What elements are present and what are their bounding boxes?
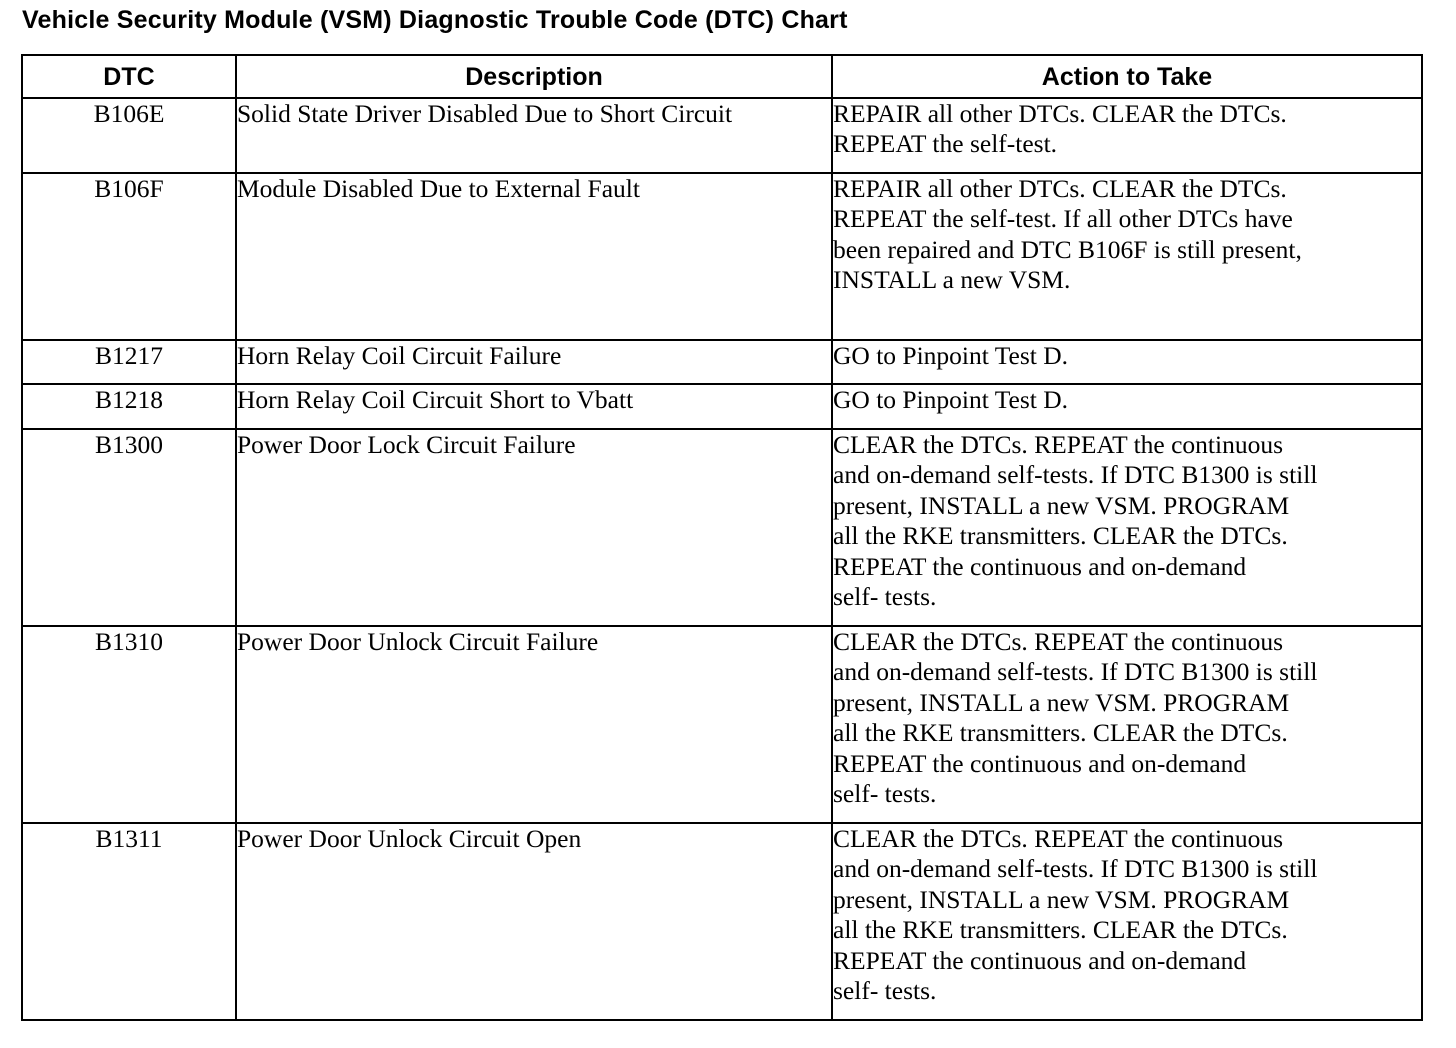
- action-line: and on-demand self-tests. If DTC B1300 is still: [833, 657, 1318, 687]
- action-line: all the RKE transmitters. CLEAR the DTCs.: [833, 718, 1288, 748]
- action-line: present, INSTALL a new VSM. PROGRAM: [833, 884, 1290, 914]
- action-line: CLEAR the DTCs. REPEAT the continuous: [833, 627, 1284, 656]
- table-row: [22, 626, 1422, 823]
- dtc-description: Power Door Unlock Circuit Failure: [236, 626, 832, 823]
- dtc-code: B1217: [22, 340, 236, 384]
- dtc-description: Module Disabled Due to External Fault: [236, 173, 832, 340]
- action-line: self- tests.: [833, 779, 937, 809]
- action-line: present, INSTALL a new VSM. PROGRAM: [833, 687, 1290, 717]
- dtc-table: [21, 54, 1423, 1021]
- table-row: [22, 384, 1422, 429]
- table-row: [22, 340, 1422, 384]
- dtc-code: B1218: [22, 384, 236, 429]
- dtc-code: B1310: [22, 626, 236, 823]
- dtc-code: B106F: [22, 173, 236, 340]
- dtc-description: Solid State Driver Disabled Due to Short Circuit: [236, 98, 832, 173]
- action-line: REPEAT the continuous and on-demand: [833, 748, 1247, 778]
- dtc-action: [832, 823, 1422, 1020]
- table-row: [22, 823, 1422, 1020]
- table-row: [22, 429, 1422, 626]
- dtc-description: Power Door Lock Circuit Failure: [236, 429, 832, 626]
- action-line: REPEAT the self-test. If all other DTCs have: [833, 204, 1293, 234]
- dtc-action: [832, 98, 1422, 173]
- action-line: REPEAT the continuous and on-demand: [833, 945, 1247, 975]
- action-line: INSTALL a new VSM.: [833, 265, 1071, 295]
- column-header-action: Action to Take: [832, 55, 1422, 98]
- dtc-code: B1300: [22, 429, 236, 626]
- action-line: and on-demand self-tests. If DTC B1300 is still: [833, 460, 1318, 490]
- dtc-action: [832, 173, 1422, 340]
- dtc-description: Power Door Unlock Circuit Open: [236, 823, 832, 1020]
- dtc-action: [832, 340, 1422, 384]
- action-line: present, INSTALL a new VSM. PROGRAM: [833, 490, 1290, 520]
- action-line: REPEAT the continuous and on-demand: [833, 551, 1247, 581]
- action-line: REPAIR all other DTCs. CLEAR the DTCs.: [833, 174, 1287, 203]
- action-line: self- tests.: [833, 976, 937, 1006]
- action-line: REPAIR all other DTCs. CLEAR the DTCs.: [833, 99, 1287, 128]
- action-line: GO to Pinpoint Test D.: [833, 341, 1069, 370]
- action-line: all the RKE transmitters. CLEAR the DTCs.: [833, 915, 1288, 945]
- dtc-action: [832, 626, 1422, 823]
- table-row: [22, 173, 1422, 340]
- action-line: self- tests.: [833, 582, 937, 612]
- dtc-action: [832, 384, 1422, 429]
- dtc-description: Horn Relay Coil Circuit Failure: [236, 340, 832, 384]
- page-title: Vehicle Security Module (VSM) Diagnostic Trouble Code (DTC) Chart: [22, 6, 848, 34]
- table-header-row: [22, 55, 1422, 98]
- column-header-dtc: DTC: [22, 55, 236, 98]
- dtc-description: Horn Relay Coil Circuit Short to Vbatt: [236, 384, 832, 429]
- column-header-description: Description: [236, 55, 832, 98]
- dtc-code: B1311: [22, 823, 236, 1020]
- action-line: GO to Pinpoint Test D.: [833, 385, 1069, 414]
- dtc-code: B106E: [22, 98, 236, 173]
- action-line: CLEAR the DTCs. REPEAT the continuous: [833, 824, 1284, 853]
- action-line: all the RKE transmitters. CLEAR the DTCs.: [833, 521, 1288, 551]
- action-line: CLEAR the DTCs. REPEAT the continuous: [833, 430, 1284, 459]
- action-line: and on-demand self-tests. If DTC B1300 is still: [833, 854, 1318, 884]
- action-line: been repaired and DTC B106F is still present,: [833, 234, 1302, 264]
- action-line: REPEAT the self-test.: [833, 129, 1058, 159]
- dtc-action: [832, 429, 1422, 626]
- table-row: [22, 98, 1422, 173]
